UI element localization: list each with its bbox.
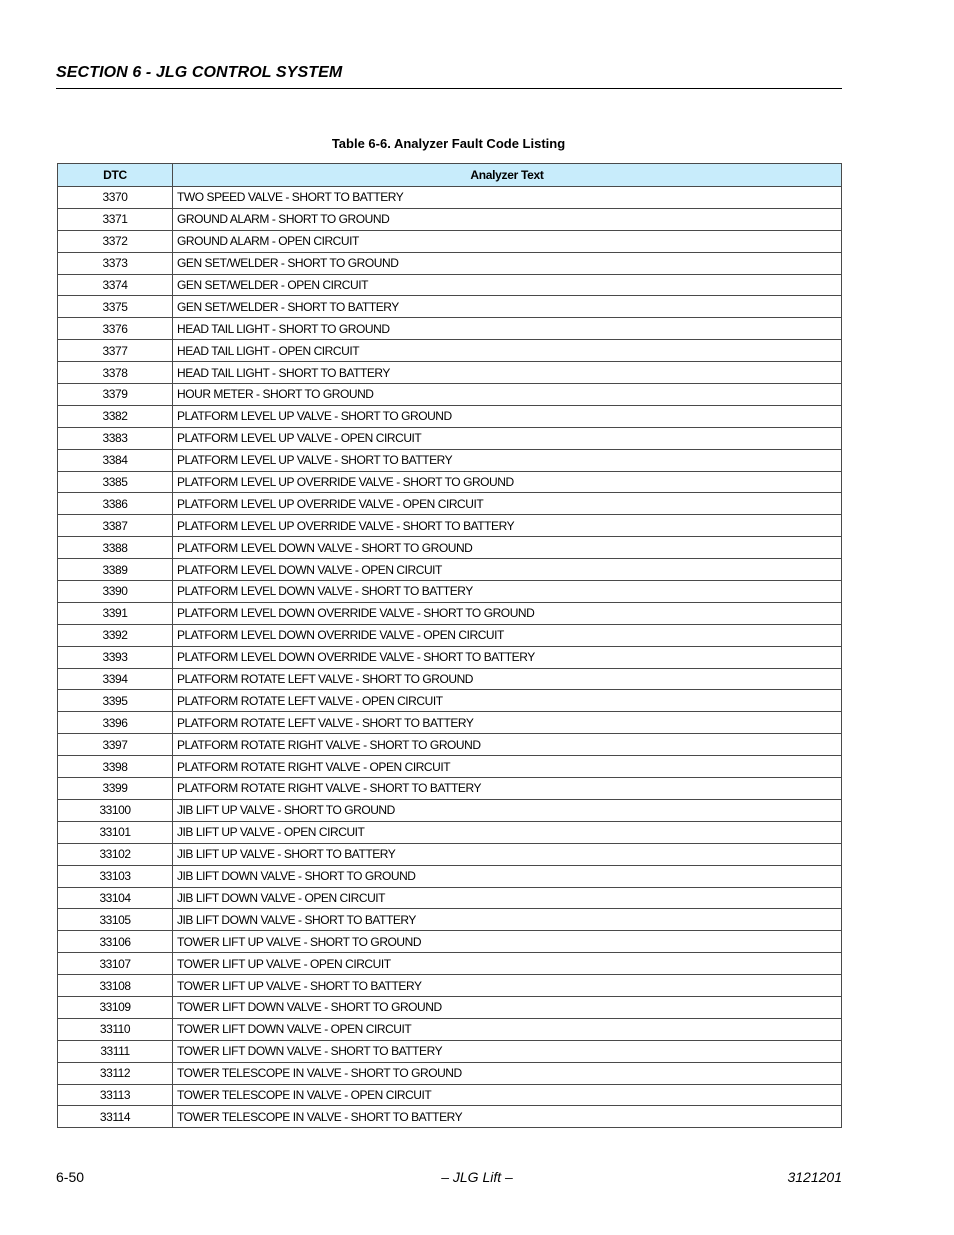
analyzer-text-cell: JIB LIFT UP VALVE - SHORT TO BATTERY (173, 843, 842, 865)
dtc-cell: 3371 (58, 208, 173, 230)
analyzer-text-cell: PLATFORM ROTATE LEFT VALVE - OPEN CIRCUIT (173, 690, 842, 712)
dtc-cell: 3376 (58, 318, 173, 340)
dtc-cell: 3382 (58, 405, 173, 427)
dtc-cell: 3370 (58, 187, 173, 209)
table-row (58, 1106, 842, 1128)
analyzer-text-cell: HEAD TAIL LIGHT - SHORT TO BATTERY (173, 362, 842, 384)
dtc-cell: 33111 (58, 1040, 173, 1062)
table-row (58, 296, 842, 318)
dtc-cell: 3399 (58, 778, 173, 800)
analyzer-text-cell: JIB LIFT DOWN VALVE - SHORT TO GROUND (173, 865, 842, 887)
analyzer-text-cell: TOWER TELESCOPE IN VALVE - SHORT TO GROUND (173, 1062, 842, 1084)
dtc-cell: 3378 (58, 362, 173, 384)
table-row (58, 208, 842, 230)
analyzer-text-cell: HOUR METER - SHORT TO GROUND (173, 384, 842, 406)
table-row (58, 405, 842, 427)
table-row (58, 471, 842, 493)
analyzer-text-cell: HEAD TAIL LIGHT - SHORT TO GROUND (173, 318, 842, 340)
analyzer-text-cell: JIB LIFT UP VALVE - SHORT TO GROUND (173, 799, 842, 821)
table-row (58, 384, 842, 406)
analyzer-text-cell: HEAD TAIL LIGHT - OPEN CIRCUIT (173, 340, 842, 362)
dtc-cell: 33108 (58, 975, 173, 997)
table-row (58, 624, 842, 646)
dtc-cell: 3375 (58, 296, 173, 318)
dtc-cell: 3393 (58, 646, 173, 668)
dtc-cell: 33112 (58, 1062, 173, 1084)
table-row (58, 362, 842, 384)
dtc-cell: 33106 (58, 931, 173, 953)
fault-code-table (57, 163, 842, 1128)
dtc-cell: 3389 (58, 559, 173, 581)
analyzer-text-cell: PLATFORM ROTATE RIGHT VALVE - SHORT TO GROUND (173, 734, 842, 756)
table-row (58, 975, 842, 997)
dtc-cell: 3390 (58, 581, 173, 603)
header-divider (56, 88, 842, 89)
analyzer-text-cell: PLATFORM LEVEL UP OVERRIDE VALVE - OPEN CIRCUIT (173, 493, 842, 515)
table-header-row (58, 164, 842, 187)
analyzer-text-cell: PLATFORM LEVEL DOWN OVERRIDE VALVE - SHORT TO GROUND (173, 602, 842, 624)
table-row (58, 778, 842, 800)
dtc-cell: 33101 (58, 821, 173, 843)
table-row (58, 996, 842, 1018)
dtc-cell: 33102 (58, 843, 173, 865)
analyzer-text-cell: TOWER LIFT UP VALVE - SHORT TO GROUND (173, 931, 842, 953)
analyzer-text-cell: PLATFORM LEVEL DOWN VALVE - SHORT TO BATTERY (173, 581, 842, 603)
dtc-cell: 3385 (58, 471, 173, 493)
dtc-cell: 3397 (58, 734, 173, 756)
analyzer-text-cell: TOWER LIFT UP VALVE - SHORT TO BATTERY (173, 975, 842, 997)
page-number: 6-50 (56, 1169, 85, 1185)
dtc-cell: 3379 (58, 384, 173, 406)
analyzer-text-cell: TOWER LIFT DOWN VALVE - SHORT TO GROUND (173, 996, 842, 1018)
analyzer-text-cell: PLATFORM LEVEL DOWN VALVE - SHORT TO GROUND (173, 537, 842, 559)
dtc-cell: 33107 (58, 953, 173, 975)
analyzer-text-cell: TOWER LIFT DOWN VALVE - OPEN CIRCUIT (173, 1018, 842, 1040)
table-row (58, 887, 842, 909)
dtc-cell: 33104 (58, 887, 173, 909)
table-row (58, 953, 842, 975)
dtc-cell: 33105 (58, 909, 173, 931)
analyzer-text-cell: PLATFORM ROTATE RIGHT VALVE - OPEN CIRCUIT (173, 756, 842, 778)
dtc-cell: 33113 (58, 1084, 173, 1106)
dtc-cell: 33100 (58, 799, 173, 821)
analyzer-text-cell: JIB LIFT DOWN VALVE - SHORT TO BATTERY (173, 909, 842, 931)
dtc-cell: 3392 (58, 624, 173, 646)
section-title: SECTION 6 - JLG CONTROL SYSTEM (56, 64, 343, 81)
analyzer-text-cell: PLATFORM LEVEL UP OVERRIDE VALVE - SHORT TO GROUND (173, 471, 842, 493)
analyzer-text-cell: PLATFORM LEVEL UP VALVE - OPEN CIRCUIT (173, 427, 842, 449)
analyzer-text-cell: TOWER LIFT DOWN VALVE - SHORT TO BATTERY (173, 1040, 842, 1062)
table-row (58, 712, 842, 734)
footer-publisher: – JLG Lift – (441, 1169, 513, 1185)
table-row (58, 1062, 842, 1084)
analyzer-text-cell: PLATFORM LEVEL UP VALVE - SHORT TO GROUND (173, 405, 842, 427)
table-row (58, 1018, 842, 1040)
analyzer-text-cell: PLATFORM LEVEL UP OVERRIDE VALVE - SHORT TO BATTERY (173, 515, 842, 537)
analyzer-text-cell: GEN SET/WELDER - OPEN CIRCUIT (173, 274, 842, 296)
analyzer-text-cell: JIB LIFT UP VALVE - OPEN CIRCUIT (173, 821, 842, 843)
analyzer-text-cell: GROUND ALARM - SHORT TO GROUND (173, 208, 842, 230)
table-row (58, 318, 842, 340)
analyzer-text-cell: TOWER LIFT UP VALVE - OPEN CIRCUIT (173, 953, 842, 975)
table-row (58, 1084, 842, 1106)
dtc-cell: 3384 (58, 449, 173, 471)
table-title: Table 6-6. Analyzer Fault Code Listing (331, 136, 566, 151)
dtc-cell: 3377 (58, 340, 173, 362)
dtc-cell: 3395 (58, 690, 173, 712)
dtc-cell: 3383 (58, 427, 173, 449)
table-row (58, 581, 842, 603)
table-row (58, 252, 842, 274)
column-header-analyzer-text: Analyzer Text (173, 164, 842, 187)
table-row (58, 537, 842, 559)
table-row (58, 909, 842, 931)
table-row (58, 187, 842, 209)
table-row (58, 493, 842, 515)
analyzer-text-cell: GROUND ALARM - OPEN CIRCUIT (173, 230, 842, 252)
table-row (58, 559, 842, 581)
dtc-cell: 3387 (58, 515, 173, 537)
analyzer-text-cell: JIB LIFT DOWN VALVE - OPEN CIRCUIT (173, 887, 842, 909)
table-row (58, 734, 842, 756)
dtc-cell: 33114 (58, 1106, 173, 1128)
dtc-cell: 33109 (58, 996, 173, 1018)
table-row (58, 427, 842, 449)
analyzer-text-cell: TWO SPEED VALVE - SHORT TO BATTERY (173, 187, 842, 209)
analyzer-text-cell: PLATFORM ROTATE RIGHT VALVE - SHORT TO BATTERY (173, 778, 842, 800)
table-row (58, 756, 842, 778)
analyzer-text-cell: GEN SET/WELDER - SHORT TO GROUND (173, 252, 842, 274)
analyzer-text-cell: TOWER TELESCOPE IN VALVE - OPEN CIRCUIT (173, 1084, 842, 1106)
table-row (58, 690, 842, 712)
table-row (58, 931, 842, 953)
analyzer-text-cell: PLATFORM ROTATE LEFT VALVE - SHORT TO BATTERY (173, 712, 842, 734)
analyzer-text-cell: TOWER TELESCOPE IN VALVE - SHORT TO BATTERY (173, 1106, 842, 1128)
dtc-cell: 3386 (58, 493, 173, 515)
table-row (58, 274, 842, 296)
dtc-cell: 33110 (58, 1018, 173, 1040)
table-row (58, 821, 842, 843)
analyzer-text-cell: PLATFORM ROTATE LEFT VALVE - SHORT TO GROUND (173, 668, 842, 690)
column-header-dtc: DTC (58, 164, 173, 187)
table-row (58, 515, 842, 537)
table-row (58, 230, 842, 252)
dtc-cell: 3396 (58, 712, 173, 734)
dtc-cell: 3372 (58, 230, 173, 252)
analyzer-text-cell: PLATFORM LEVEL DOWN VALVE - OPEN CIRCUIT (173, 559, 842, 581)
dtc-cell: 33103 (58, 865, 173, 887)
table-body (58, 187, 842, 1128)
dtc-cell: 3398 (58, 756, 173, 778)
table-row (58, 799, 842, 821)
table-row (58, 668, 842, 690)
dtc-cell: 3394 (58, 668, 173, 690)
table-row (58, 1040, 842, 1062)
analyzer-text-cell: PLATFORM LEVEL DOWN OVERRIDE VALVE - SHORT TO BATTERY (173, 646, 842, 668)
table-row (58, 449, 842, 471)
dtc-cell: 3373 (58, 252, 173, 274)
analyzer-text-cell: PLATFORM LEVEL UP VALVE - SHORT TO BATTERY (173, 449, 842, 471)
table-row (58, 646, 842, 668)
analyzer-text-cell: PLATFORM LEVEL DOWN OVERRIDE VALVE - OPEN CIRCUIT (173, 624, 842, 646)
table-row (58, 843, 842, 865)
dtc-cell: 3388 (58, 537, 173, 559)
dtc-cell: 3374 (58, 274, 173, 296)
analyzer-text-cell: GEN SET/WELDER - SHORT TO BATTERY (173, 296, 842, 318)
table-row (58, 602, 842, 624)
table-row (58, 340, 842, 362)
dtc-cell: 3391 (58, 602, 173, 624)
table-row (58, 865, 842, 887)
document-number: 3121201 (787, 1169, 842, 1185)
